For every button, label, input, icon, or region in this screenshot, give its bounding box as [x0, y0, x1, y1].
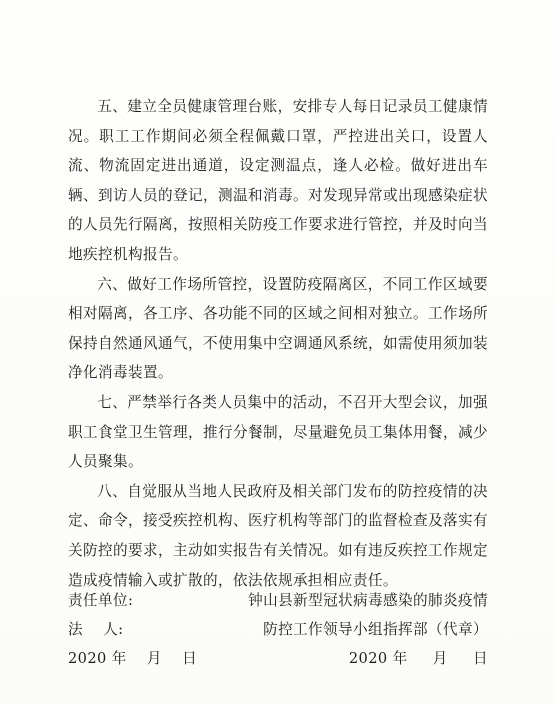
legal-person-label: 法 人: [68, 621, 124, 638]
signature-row-2 [68, 615, 488, 644]
left-date: 2020 年 月 日 [68, 650, 198, 667]
responsible-unit-label: 责任单位: [68, 592, 134, 609]
paragraph-8: 八、自觉服从当地人民政府及相关部门发布的防控疫情的决定、命令，接受疾控机构、医疗机构等部门的监督检查及落实有关防控的要求，主动如实报告有关情况。如有违反疾控工作规定造成疫情输入或扩散的，依法依规承担相应责任。 [68, 482, 488, 589]
paragraph-7: 七、严禁举行各类人员集中的活动，不召开大型会议，加强职工食堂卫生管理，推行分餐制，尽量避免员工集体用餐，减少人员聚集。 [68, 393, 488, 471]
paragraph-6: 六、做好工作场所管控，设置防疫隔离区，不同工作区域要相对隔离，各工序、各功能不同的区域之间相对独立。工作场所保持自然通风通气，不使用集中空调通风系统，如需使用须加装净化消毒装置。 [68, 275, 488, 382]
signature-row-1 [68, 586, 488, 615]
signature-block [68, 586, 488, 673]
issuing-org-line-2: 防控工作领导小组指挥部（代章） [263, 621, 488, 638]
right-date: 2020 年 月 日 [348, 650, 488, 667]
document-body [68, 92, 488, 595]
paragraph-5: 五、建立全员健康管理台账，安排专人每日记录员工健康情况。职工工作期间必须全程佩戴口罩，严控进出关口，设置人流、物流固定进出通道，设定测温点，逢人必检。做好进出车辆、到访人员的登记，测温和消毒。对发现异常或出现感染症状的人员先行隔离，按照相关防疫工作要求进行管控，并及时向当地疾控机构报告。 [68, 98, 488, 263]
issuing-org-line-1: 钟山县新型冠状病毒感染的肺炎疫情 [248, 592, 488, 609]
signature-row-3 [68, 644, 488, 673]
